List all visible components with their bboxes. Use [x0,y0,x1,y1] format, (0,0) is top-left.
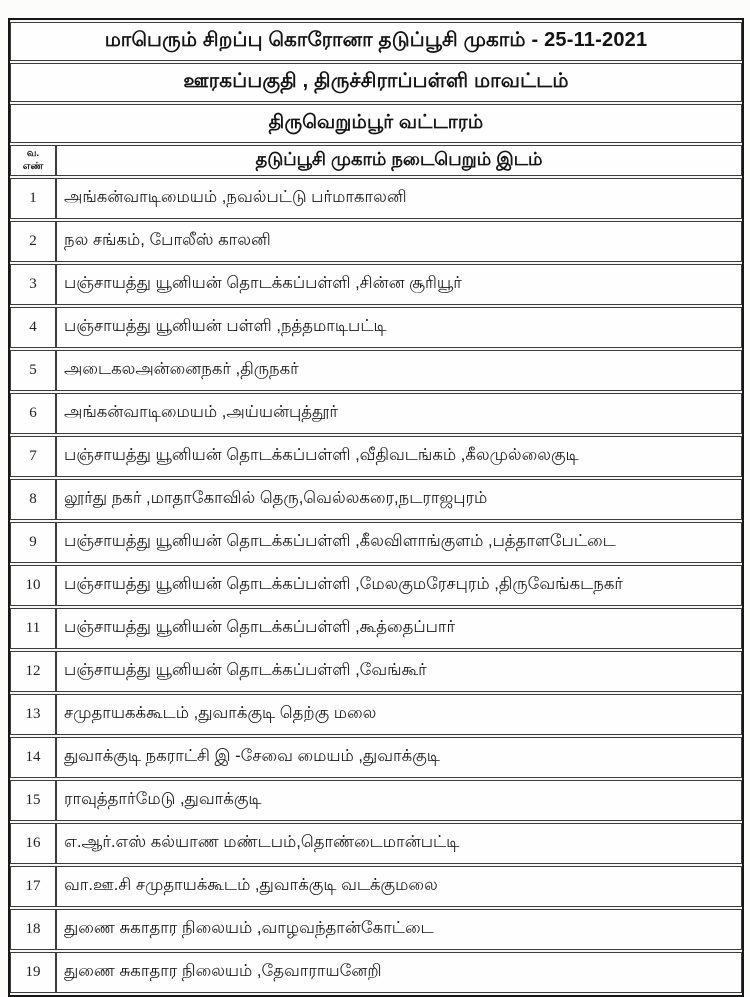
camp-schedule-document [8,18,744,997]
row-number: 8 [10,479,56,520]
table-row [10,866,742,907]
row-number: 9 [10,522,56,563]
serial-number-header-line1: வ. [26,148,40,159]
table-row [10,350,742,391]
table-row [10,479,742,520]
camp-location: லூர்து நகர் ,மாதாகோவில் தெரு,வெல்லகரை,நடராஜபுரம் [56,479,742,520]
table-row [10,307,742,348]
row-number: 1 [10,178,56,219]
subtitle-row [10,63,742,102]
camp-location: பஞ்சாயத்து யூனியன் தொடக்கப்பள்ளி ,வேங்கூர் [56,651,742,692]
table-row [10,178,742,219]
row-number: 19 [10,952,56,993]
table-row [10,264,742,305]
table-row [10,952,742,993]
table-row [10,221,742,262]
table-row [10,522,742,563]
row-number: 3 [10,264,56,305]
row-number: 16 [10,823,56,864]
vaccination-camp-table [10,20,742,995]
row-number: 13 [10,694,56,735]
column-header-row [10,145,742,176]
block-title: திருவெறும்பூர் வட்டாரம் [10,104,742,143]
camp-location: நல சங்கம், போலீஸ் காலனி [56,221,742,262]
table-row [10,565,742,606]
camp-location: அங்கன்வாடிமையம் ,அய்யன்புத்தூர் [56,393,742,434]
camp-location: ராவுத்தார்மேடு ,துவாக்குடி [56,780,742,821]
row-number: 11 [10,608,56,649]
table-row [10,737,742,778]
camp-location: அடைகலஅன்னைநகர் ,திருநகர் [56,350,742,391]
table-row [10,909,742,950]
camp-location: பஞ்சாயத்து யூனியன் தொடக்கப்பள்ளி ,மேலகுமரேசபுரம் ,திருவேங்கடநகர் [56,565,742,606]
row-number: 15 [10,780,56,821]
camp-location: பஞ்சாயத்து யூனியன் தொடக்கப்பள்ளி ,சின்ன சூரியூர் [56,264,742,305]
camp-location: பஞ்சாயத்து யூனியன் தொடக்கப்பள்ளி ,வீதிவடங்கம் ,கீலமுல்லைகுடி [56,436,742,477]
document-title: மாபெரும் சிறப்பு கொரோனா தடுப்பூசி முகாம் - 25-11-2021 [10,22,742,61]
camp-location: துணை சுகாதார நிலையம் ,தேவாராயனேறி [56,952,742,993]
camp-location: பஞ்சாயத்து யூனியன் தொடக்கப்பள்ளி ,கீலவிளாங்குளம் ,பத்தாளபேட்டை [56,522,742,563]
row-number: 5 [10,350,56,391]
row-number: 2 [10,221,56,262]
row-number: 10 [10,565,56,606]
table-row [10,694,742,735]
camp-location: பஞ்சாயத்து யூனியன் தொடக்கப்பள்ளி ,கூத்தைப்பார் [56,608,742,649]
block-title-row [10,104,742,143]
table-row [10,651,742,692]
table-row [10,823,742,864]
row-number: 18 [10,909,56,950]
row-number: 7 [10,436,56,477]
serial-number-column-header [10,145,56,176]
table-row [10,436,742,477]
camp-location: எ.ஆர்.எஸ் கல்யாண மண்டபம்,தொண்டைமான்பட்டி [56,823,742,864]
document-subtitle: ஊரகப்பகுதி , திருச்சிராப்பள்ளி மாவட்டம் [10,63,742,102]
location-column-header: தடுப்பூசி முகாம் நடைபெறும் இடம் [56,145,742,176]
row-number: 12 [10,651,56,692]
camp-location: துணை சுகாதார நிலையம் ,வாழவந்தான்கோட்டை [56,909,742,950]
row-number: 17 [10,866,56,907]
row-number: 4 [10,307,56,348]
table-row [10,780,742,821]
camp-location: துவாக்குடி நகராட்சி இ -சேவை மையம் ,துவாக்குடி [56,737,742,778]
camp-location: சமுதாயகக்கூடம் ,துவாக்குடி தெற்கு மலை [56,694,742,735]
title-row [10,22,742,61]
camp-location: பஞ்சாயத்து யூனியன் பள்ளி ,நத்தமாடிபட்டி [56,307,742,348]
table-row [10,608,742,649]
row-number: 6 [10,393,56,434]
row-number: 14 [10,737,56,778]
camp-location: வா.ஊ.சி சமுதாயக்கூடம் ,துவாக்குடி வடக்குமலை [56,866,742,907]
serial-number-header-line2: எண் [22,160,44,172]
camp-location: அங்கன்வாடிமையம் ,நவல்பட்டு பர்மாகாலனி [56,178,742,219]
table-row [10,393,742,434]
